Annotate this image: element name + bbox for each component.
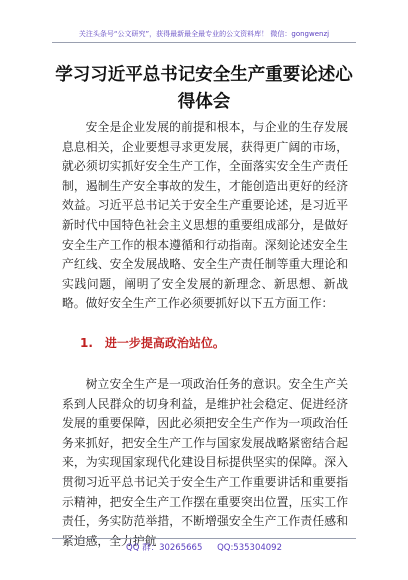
section-number: 1.	[80, 336, 93, 350]
header-banner: 关注头条号“公文研究”，获得最新最全最专业的公文资料库！ 微信：gongwenzj	[52, 26, 356, 43]
footer-qq-group: QQ 群：30265665	[126, 543, 203, 553]
footer	[52, 538, 356, 553]
document-title: 学习习近平总书记安全生产重要论述心得体会	[55, 65, 353, 112]
paragraph-section-1: 树立安全生产是一项政治任务的意识。安全生产关系到人民群众的切身利益，是维护社会稳定、促进经济发展的重要保障，因此必须把安全生产作为一项政治任务来抓好，把安全生产工作与国家发展战略紧密结合起来，为实现国家现代化建设目标提供坚实的保障。深入贯彻习近平总书记关于安全生产工作重要讲话和重要指示精神，把安全生产工作摆在重要突出位置，压实工作责任，务实防范举措，不断增强安全生产工作责任感和紧迫感，全力护航	[62, 377, 348, 548]
section-heading-1	[62, 334, 348, 352]
section-heading-text: 进一步提高政治站位。	[104, 336, 225, 350]
paragraph-intro: 安全是企业发展的前提和根本，与企业的生存发展息息相关，企业要想寻求更发展，获得更广阔的市场，就必须切实抓好安全生产工作，全面落实安全生产责任制，遏制生产安全事故的发生，才能创造出更好的经济效益。习近平总书记关于安全生产重要论述，是习近平新时代中国特色社会主义思想的重要组成部分，是做好安全生产工作的根本遵循和行动指南。深刻论述安全生产红线、安全发展战略、安全生产责任制等重大理论和实践问题，阐明了安全发展的新理念、新思想、新战略。做好安全生产工作必须要抓好以下五方面工作：	[62, 120, 348, 311]
footer-qq: QQ:535304092	[217, 543, 282, 553]
